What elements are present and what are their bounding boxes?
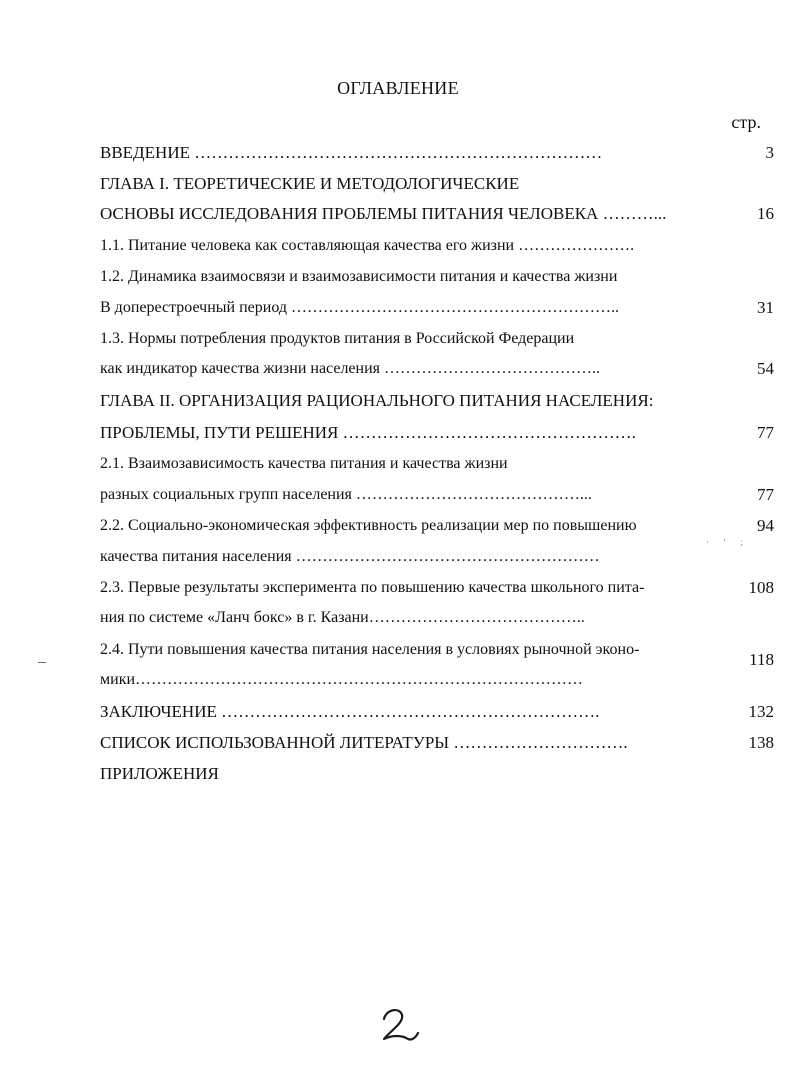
toc-page-number: 31 (757, 298, 774, 317)
page-title: ОГЛАВЛЕНИЕ (337, 78, 459, 98)
toc-page-number: 77 (757, 423, 774, 442)
toc-entry-chapter-1-line-2: ОСНОВЫ ИССЛЕДОВАНИЯ ПРОБЛЕМЫ ПИТАНИЯ ЧЕЛОВЕКА ………... (100, 204, 667, 223)
handwritten-page-number (378, 1005, 422, 1045)
margin-mark (38, 662, 46, 663)
toc-entry-section-1-2-line-2: В доперестроечный период …………………………………………………….. (100, 299, 619, 316)
toc-entry-appendices: ПРИЛОЖЕНИЯ (100, 764, 219, 783)
toc-entry-section-2-4-line-2: мики………………………………………………………………………… (100, 671, 584, 688)
toc-page-number: 77 (757, 485, 774, 504)
toc-entry-conclusion: ЗАКЛЮЧЕНИЕ …………………………………………………………. (100, 702, 600, 721)
page-column-label: стр. (731, 112, 761, 132)
toc-entry-section-2-2-line-1: 2.2. Социально-экономическая эффективность реализации мер по повышению (100, 517, 637, 534)
toc-entry-chapter-1-line-1: ГЛАВА I. ТЕОРЕТИЧЕСКИЕ И МЕТОДОЛОГИЧЕСКИЕ (100, 174, 520, 193)
toc-page-number: 54 (757, 359, 774, 378)
toc-entry-section-2-1-line-2: разных социальных групп населения ……………………………………... (100, 486, 592, 503)
toc-page-number: 3 (765, 143, 774, 162)
toc-entry-introduction: ВВЕДЕНИЕ ……………………………………………………………… (100, 143, 603, 162)
toc-entry-section-2-1-line-1: 2.1. Взаимозависимость качества питания и качества жизни (100, 455, 508, 472)
toc-entry-chapter-2-line-2: ПРОБЛЕМЫ, ПУТИ РЕШЕНИЯ ……………………………………………. (100, 423, 636, 442)
toc-entry-section-2-2-line-2: качества питания населения ………………………………………………… (100, 548, 600, 565)
toc-entry-section-2-4-line-1: 2.4. Пути повышения качества питания населения в условиях рыночной эконо- (100, 641, 640, 658)
toc-page-number: 118 (749, 650, 774, 669)
toc-entry-section-2-3-line-2: ния по системе «Ланч бокс» в г. Казани………………………………….. (100, 609, 585, 626)
toc-page-number: 138 (748, 733, 774, 752)
scan-specks: · ‘ ; (706, 537, 749, 547)
toc-page-number: 94 (757, 516, 774, 535)
toc-entry-section-1-3-line-2: как индикатор качества жизни населения ………………………………….. (100, 360, 601, 377)
toc-page-number: 16 (757, 204, 774, 223)
toc-page-number: 132 (748, 702, 774, 721)
toc-entry-section-1-3-line-1: 1.3. Нормы потребления продуктов питания в Российской Федерации (100, 330, 575, 347)
toc-entry-chapter-2-line-1: ГЛАВА II. ОРГАНИЗАЦИЯ РАЦИОНАЛЬНОГО ПИТАНИЯ НАСЕЛЕНИЯ: (100, 391, 654, 410)
toc-page-number: 108 (748, 578, 774, 597)
toc-entry-section-1-2-line-1: 1.2. Динамика взаимосвязи и взаимозависимости питания и качества жизни (100, 268, 618, 285)
toc-entry-section-2-3-line-1: 2.3. Первые результаты эксперимента по повышению качества школьного пита- (100, 579, 645, 596)
toc-entry-bibliography: СПИСОК ИСПОЛЬЗОВАННОЙ ЛИТЕРАТУРЫ …………………………. (100, 733, 628, 752)
toc-entry-section-1-1: 1.1. Питание человека как составляющая качества его жизни …………………. (100, 237, 635, 254)
